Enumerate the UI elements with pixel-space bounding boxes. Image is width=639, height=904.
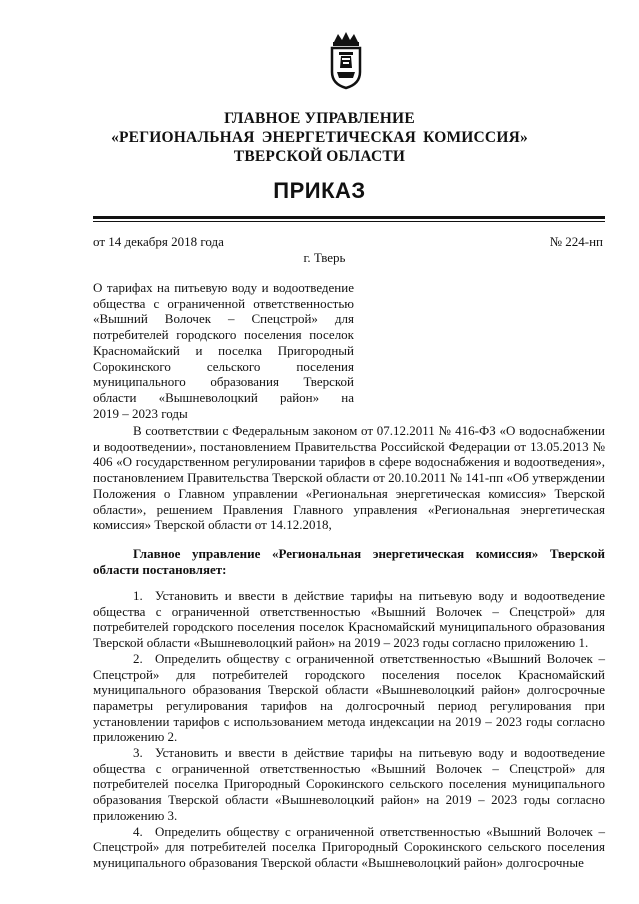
org-name-line3: ТВЕРСКОЙ ОБЛАСТИ bbox=[233, 148, 406, 165]
order-item bbox=[93, 588, 605, 651]
item-number: 2. bbox=[133, 650, 143, 666]
item-number: 4. bbox=[133, 823, 143, 839]
decree-paragraph: Главное управление «Региональная энергетическая комиссия» Тверской области постановляет: bbox=[93, 546, 605, 577]
header-rule-thick bbox=[93, 216, 605, 219]
document-subject bbox=[93, 280, 354, 421]
subject-line: 2019 – 2023 годы bbox=[93, 405, 188, 421]
header-rule-thin bbox=[93, 221, 605, 222]
subject-line: муниципального образования Тверской bbox=[93, 374, 354, 390]
item-number: 3. bbox=[133, 745, 143, 761]
document-date: от 14 декабря 2018 года bbox=[93, 234, 224, 249]
item-text: Определить обществу с ограниченной ответственностью «Вышний Волочек – Спецстрой» для потребителей городского поселения поселок Красномайский муниципального образования Тверской области «Вышневолоцкий район» долгосрочные параметры регулирования тарифов на долгосрочный период регулирования при установлении тарифов с использованием метода индексации на 2019 – 2023 годы согласно приложению 2. bbox=[93, 650, 605, 745]
subject-line: «Вышний Волочек – Спецстрой» для bbox=[93, 311, 354, 327]
org-name-line2: «РЕГИОНАЛЬНАЯ ЭНЕРГЕТИЧЕСКАЯ КОМИССИЯ» bbox=[111, 129, 528, 146]
item-number: 1. bbox=[133, 588, 143, 603]
coat-of-arms-icon bbox=[328, 28, 364, 90]
document-city: г. Тверь bbox=[303, 250, 346, 265]
subject-line: потребителей городского поселения поселок bbox=[93, 327, 354, 343]
order-item bbox=[93, 824, 605, 871]
order-items-list bbox=[93, 588, 605, 871]
preamble-paragraph: В соответствии с Федеральным законом от 07.12.2011 № 416-ФЗ «О водоснабжении и водоотведении», постановлением Правительства Российской Федерации от 13.05.2013 № 406 «О государственном регулировании тарифов в сфере водоснабжения и водоотведения», постановлением Правительства Тверской области от 20.10.2011 № 141-пп «Об утверждении Положения о Главном управлении «Региональная энергетическая комиссия» Тверской области», решением Правления Главного управления «Региональная энергетическая комиссия» Тверской области от 14.12.2018, bbox=[93, 423, 605, 533]
order-item bbox=[93, 745, 605, 824]
subject-line: общества с ограниченной ответственностью bbox=[93, 295, 354, 311]
order-item bbox=[93, 651, 605, 745]
subject-line: области «Вышневолоцкий район» на bbox=[93, 389, 354, 405]
item-text: Установить и ввести в действие тарифы на питьевую воду и водоотведение общества с ограниченной ответственностью «Вышний Волочек – Спецстрой» для потребителей городского поселения поселок Красномайский муниципального образования Тверской области «Вышневолоцкий район» на 2019 – 2023 годы согласно приложению 1. bbox=[93, 588, 605, 651]
document-number: № 224-нп bbox=[549, 234, 603, 249]
subject-line: Сорокинского сельского поселения bbox=[93, 358, 354, 374]
subject-line: Красномайский и поселка Пригородный bbox=[93, 342, 354, 358]
org-name-line1: ГЛАВНОЕ УПРАВЛЕНИЕ bbox=[224, 110, 415, 127]
item-text: Определить обществу с ограниченной ответственностью «Вышний Волочек – Спецстрой» для потребителей поселка Пригородный Сорокинского сельского поселения муниципального образования Тверской области «Вышневолоцкий район» долгосрочные bbox=[93, 823, 605, 870]
item-text: Установить и ввести в действие тарифы на питьевую воду и водоотведение общества с ограниченной ответственностью «Вышний Волочек – Спецстрой» для потребителей поселка Пригородный Сорокинского сельского поселения муниципального образования Тверской области «Вышневолоцкий район» на 2019 – 2023 годы согласно приложению 3. bbox=[93, 745, 605, 823]
document-type-title: ПРИКАЗ bbox=[273, 178, 366, 203]
subject-line: О тарифах на питьевую воду и водоотведение bbox=[93, 280, 354, 295]
